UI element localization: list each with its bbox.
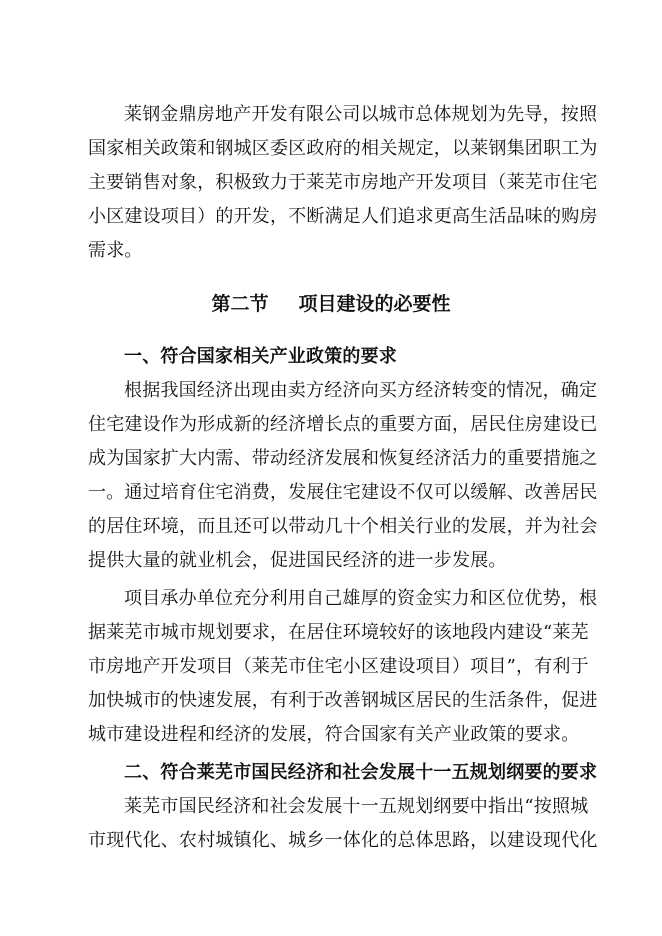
- text-line: 莱钢金鼎房地产开发有限公司以城市总体规划为先导，按照: [124, 104, 598, 125]
- text-line: 主要销售对象，积极致力于莱芜市房地产开发项目（莱芜市住宅: [88, 172, 598, 193]
- text-line: 据莱芜市城市规划要求，在居住环境较好的该地段内建设“莱芜: [88, 622, 589, 643]
- text-line: 加快城市的快速发展，有利于改善钢城区居民的生活条件，促进: [88, 690, 598, 711]
- text-line: 一。通过培育住宅消费，发展住宅建设不仅可以缓解、改善居民: [88, 482, 598, 503]
- text-line: 成为国家扩大内需、带动经济发展和恢复经济活力的重要措施之: [88, 448, 598, 469]
- text-line: 城市建设进程和经济的发展，符合国家有关产业政策的要求。: [88, 724, 580, 745]
- text-line: 项目承办单位充分利用自己雄厚的资金实力和区位优势，根: [124, 588, 598, 609]
- section-title: 项目建设的必要性: [298, 293, 451, 315]
- text-line: 提供大量的就业机会，促进国民经济的进一步发展。: [88, 550, 507, 571]
- text-line: 的居住环境，而且还可以带动几十个相关行业的发展，并为社会: [88, 516, 598, 537]
- text-line: 市房地产开发项目（莱芜市住宅小区建设项目）项目”，有利于: [88, 656, 589, 677]
- text-line: 根据我国经济出现由卖方经济向买方经济转变的情况，确定: [124, 380, 598, 401]
- text-line: 国家相关政策和钢城区委区政府的相关规定，以莱钢集团职工为: [88, 138, 598, 159]
- subheading-1: 一、符合国家相关产业政策的要求: [124, 346, 397, 367]
- section-number: 第二节: [211, 293, 269, 315]
- text-line: 莱芜市国民经济和社会发展十一五规划纲要中指出“按照城: [124, 796, 589, 817]
- text-line: 小区建设项目）的开发，不断满足人们追求更高生活品味的购房: [88, 206, 598, 227]
- text-line: 市现代化、农村城镇化、城乡一体化的总体思路，以建设现代化: [88, 830, 598, 851]
- subheading-2: 二、符合莱芜市国民经济和社会发展十一五规划纲要的要求: [124, 762, 598, 783]
- text-line: 需求。: [88, 240, 143, 261]
- section-heading: [0, 292, 662, 316]
- text-line: 住宅建设作为形成新的经济增长点的重要方面，居民住房建设已: [88, 414, 598, 435]
